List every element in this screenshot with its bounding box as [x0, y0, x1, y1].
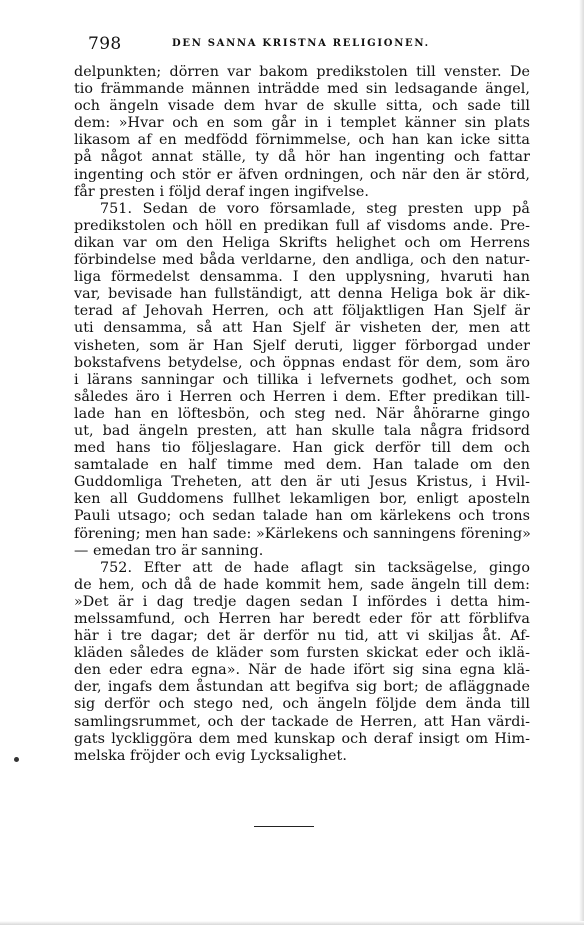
text-line: ut, bad ängeln presten, att han skulle tala några fridsord — [74, 422, 530, 439]
text-line: — emedan tro är sanning. — [74, 542, 264, 559]
text-line: visheten, som är Han Sjelf deruti, ligger förborgad under — [74, 337, 530, 354]
text-line: dikan var om den Heliga Skrifts helighet och om Herrens — [74, 234, 530, 251]
text-line: Guddomliga Treheten, att den är uti Jesus Kristus, i Hvil- — [74, 474, 530, 491]
text-line: samlingsrummet, och der tackade de Herren, att Han värdi- — [74, 713, 530, 730]
text-line: i lärans sanningar och tillika i lefvernets godhet, och som — [74, 371, 530, 388]
paragraph-752-start: 752. Efter att de hade aflagt sin tacksägelse, gingo — [100, 559, 530, 576]
body-text — [74, 64, 530, 765]
page-edge-shadow — [579, 0, 584, 925]
text-line: samtalade en half timme med dem. Han talade om den — [74, 457, 530, 474]
text-line: dem: »Hvar och en som går in i templet känner sin plats — [74, 115, 530, 132]
text-line: här i tre dagar; det är derför nu tid, att vi skiljas åt. Af- — [74, 628, 530, 645]
text-line: tio främmande männen inträdde med sin ledsagande ängel, — [74, 81, 530, 98]
text-line: och ängeln visade dem hvar de skulle sitta, och sade till — [74, 98, 530, 115]
text-line: bokstafvens betydelse, och öppnas endast för dem, som äro — [74, 354, 530, 371]
paragraph-751-start: 751. Sedan de voro församlade, steg presten upp på — [100, 200, 530, 217]
text-line: således äro i Herren och Herren i dem. Efter predikan till- — [74, 388, 530, 405]
text-line: »Det är i dag tredje dagen sedan I infördes i detta him- — [74, 593, 530, 610]
text-line: melssamfund, och Herren har beredt eder för att förblifva — [74, 611, 530, 627]
text-line: sig derför och stego ned, och ängeln följde dem ända till — [74, 696, 530, 713]
text-line: var, bevisade han fullständigt, att denna Heliga bok är dik- — [74, 286, 530, 303]
page-header — [72, 34, 530, 54]
text-line: terad af Jehovah Herren, och att följaktligen Han Sjelf är — [74, 303, 530, 320]
text-line: förening; men han sade: »Kärlekens och sanningens förening» — [74, 525, 531, 542]
text-line: melska fröjder och evig Lycksalighet. — [74, 747, 347, 764]
text-line: liga förmedelst densamma. I den upplysning, hvaruti han — [74, 269, 530, 286]
text-line: gats lyckliggöra dem med kunskap och deraf insigt om Him- — [74, 730, 530, 747]
text-line: der, ingafs dem åstundan att begifva sig bort; de afläggnade — [74, 679, 530, 696]
text-line: kläden således de kläder som fursten skickat eder och iklä- — [74, 645, 530, 662]
page-number: 798 — [88, 34, 122, 54]
text-line: predikstolen och höll en predikan full af visdoms ande. Pre- — [74, 217, 530, 234]
text-line: förbindelse med båda verldarne, den andliga, och den natur- — [74, 252, 530, 269]
text-line: likasom af en medfödd förnimmelse, och han kan icke sitta — [74, 132, 530, 149]
text-line: ingenting och stör er äfven ordningen, och när den är störd, — [74, 166, 530, 183]
margin-mark — [14, 757, 19, 762]
text-line: ken all Guddomens fullhet lekamligen bor, enligt aposteln — [74, 491, 530, 508]
page-edge-shadow-bottom — [0, 921, 584, 925]
section-end-rule — [254, 826, 314, 827]
text-line: får presten i följd deraf ingen ingifvelse. — [74, 183, 370, 200]
running-title: DEN SANNA KRISTNA RELIGIONEN. — [172, 38, 430, 49]
text-line: lade han en löftesbön, och steg ned. När åhörarne gingo — [74, 405, 530, 422]
text-line: de hem, och då de hade kommit hem, sade ängeln till dem: — [74, 576, 530, 593]
text-line: med hans tio följeslagare. Han gick derför till dem och — [74, 440, 530, 457]
text-line: delpunkten; dörren var bakom predikstolen till venster. De — [74, 64, 530, 80]
text-line: uti densamma, så att Han Sjelf är visheten der, men att — [74, 320, 530, 337]
text-line: den eder edra egna». När de hade ifört sig sina egna klä- — [74, 662, 530, 679]
text-line: på något annat ställe, ty då hör han ingenting och fattar — [74, 149, 530, 166]
text-line: Pauli utsago; och sedan talade han om kärlekens och trons — [74, 508, 530, 525]
